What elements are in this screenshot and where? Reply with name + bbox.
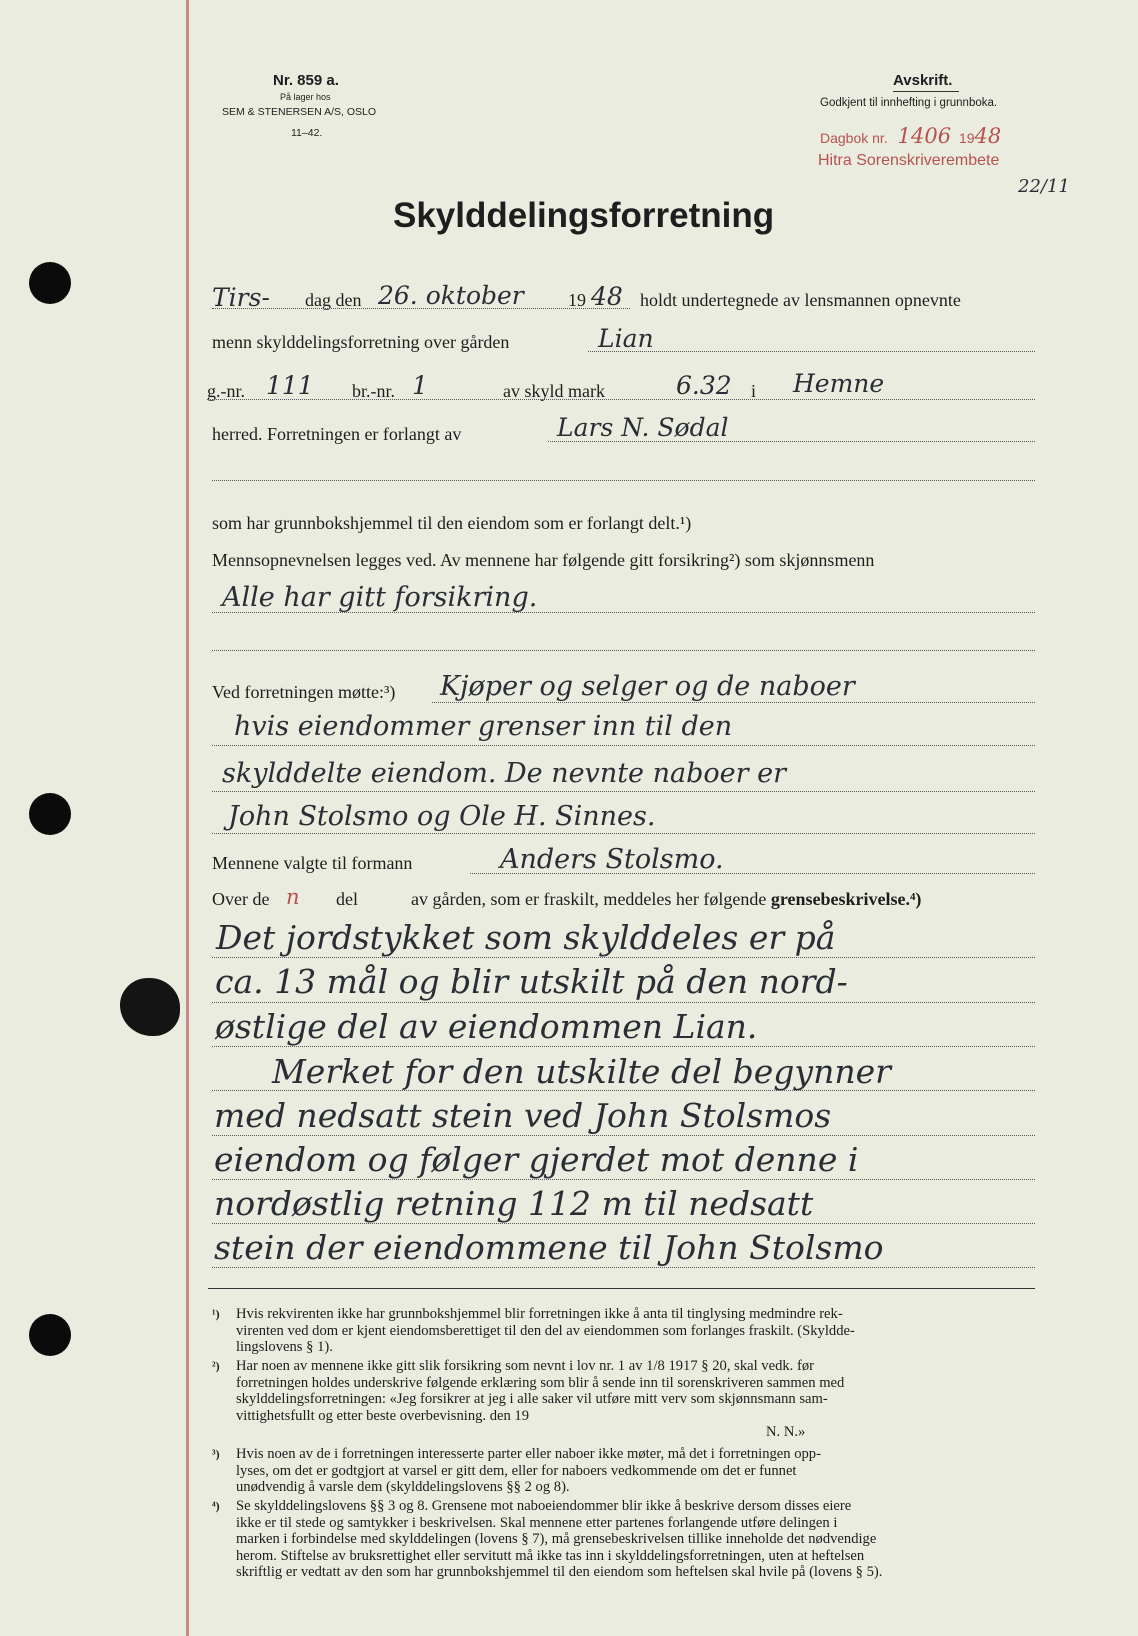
dotline-17 bbox=[212, 1135, 1035, 1136]
footnote-4-line: Se skylddelingslovens §§ 3 og 8. Grensene mot naboeiendommer blir ikke å beskrive dersom disses eiere bbox=[236, 1498, 852, 1514]
footnote-2 bbox=[212, 1358, 845, 1441]
dotline-8 bbox=[432, 702, 1035, 703]
footnote-1-number: ¹) bbox=[212, 1307, 220, 1321]
gnr-value: 111 bbox=[266, 371, 314, 400]
footnote-2-line: skylddelingsforretningen: «Jeg forsikrer at jeg i alle saker vil utføre mitt verv som skjønnsmann sam- bbox=[236, 1391, 828, 1408]
stamp-date: 22/11 bbox=[1018, 176, 1070, 197]
footnote-1-line: lingslovens § 1). bbox=[236, 1339, 333, 1356]
footnote-3-line: lyses, om det er godtgjort at varsel er gitt dem, eller for naboers vedkommende om det er funnet bbox=[236, 1462, 797, 1479]
printer-date: 11–42. bbox=[291, 127, 323, 139]
footnote-2-line: vittighetsfullt og etter beste overbevisning. den 19 bbox=[236, 1407, 530, 1424]
dotline-15 bbox=[212, 1046, 1035, 1047]
date-value: 26. oktober bbox=[378, 281, 524, 310]
description-line-1: Det jordstykket som skylddeles er på bbox=[216, 918, 836, 957]
dotline-20 bbox=[212, 1267, 1035, 1268]
punch-hole-lower bbox=[29, 1314, 71, 1356]
punch-hole-top bbox=[29, 262, 71, 304]
footnote-4-line: skriftlig er vedtatt av den som har grunnbokshjemmel til den eiendom som heftelsen skal hvile på (lovens § 5). bbox=[236, 1564, 883, 1581]
description-line-7: nordøstlig retning 112 m til nedsatt bbox=[214, 1184, 814, 1223]
motte-label: Ved forretningen møtte:³) bbox=[212, 682, 396, 702]
formann-value: Anders Stolsmo. bbox=[500, 844, 724, 875]
dotline-5 bbox=[212, 480, 1035, 481]
printer-line-2: SEM & STENERSEN A/S, OSLO bbox=[222, 106, 377, 118]
description-line-2: ca. 13 mål og blir utskilt på den nord- bbox=[215, 962, 848, 1001]
motte-line-2: hvis eiendommer grenser inn til den bbox=[234, 711, 733, 742]
dotline-7 bbox=[212, 650, 1035, 651]
stamp-dagbok-value: 1406 bbox=[897, 124, 952, 148]
grense-text bbox=[411, 889, 921, 910]
stamp-dagbok bbox=[820, 124, 1001, 148]
motte-line-3: skylddelte eiendom. De nevnte naboer er bbox=[222, 758, 786, 789]
skyld-value: 6.32 bbox=[676, 371, 732, 400]
footnote-1-line: virenten ved dom er kjent eiendomsberettiget til den del av eiendommen som forlanges fraskilt. (Skyldde- bbox=[236, 1322, 855, 1339]
grense-text-plain: av gården, som er fraskilt, meddeles her følgende bbox=[411, 889, 767, 909]
punch-hole-middle bbox=[29, 793, 71, 835]
year-value: 48 bbox=[591, 282, 623, 311]
dotline-16 bbox=[212, 1090, 1035, 1091]
dotline-11 bbox=[212, 833, 1035, 834]
oppnevnelse-text: Mennsopnevnelsen legges ved. Av mennene har følgende gitt forsikring²) som skjønnsmenn bbox=[212, 550, 875, 570]
printer-line-1: På lager hos bbox=[280, 92, 331, 102]
dotline-12 bbox=[470, 873, 1035, 874]
footnote-4-line: ikke er til stede og samtykker i beskrivelsen. Skal mennene etter partenes forlangende utføre delingen i bbox=[236, 1514, 838, 1531]
footnote-4-line: herom. Stiftelse av bruksrettighet eller servitutt må ikke tas inn i skylddelingsforretningen, uten at heftelsen bbox=[236, 1547, 865, 1564]
footnote-3-line: Hvis noen av de i forretningen interesserte parter eller naboer ikke møter, må det i forretningen opp- bbox=[236, 1446, 821, 1462]
dotline-3 bbox=[207, 399, 1035, 400]
page-title: Skylddelingsforretning bbox=[393, 196, 775, 235]
municipality-value: Hemne bbox=[793, 369, 885, 398]
footnote-2-number: ²) bbox=[212, 1359, 220, 1373]
day-label: dag den bbox=[305, 290, 362, 310]
footnote-3 bbox=[212, 1446, 821, 1496]
formann-label: Mennene valgte til formann bbox=[212, 853, 413, 873]
form-number: Nr. 859 a. bbox=[273, 72, 339, 89]
over-hand: n bbox=[286, 885, 300, 909]
del-label: del bbox=[336, 889, 358, 909]
copy-label-underline bbox=[893, 91, 959, 92]
footnote-2-line: Har noen av mennene ikke gitt slik forsikring som nevnt i lov nr. 1 av 1/8 1917 § 20, skal vedk. før bbox=[236, 1358, 814, 1374]
dotline-9 bbox=[212, 745, 1035, 746]
footnote-4-number: ⁴) bbox=[212, 1499, 220, 1513]
stamp-year-prefix: 19 bbox=[958, 130, 975, 146]
footnote-3-line: unødvendig å varsle dem (skylddelingslovens §§ 2 og 8). bbox=[236, 1479, 570, 1496]
margin-line bbox=[186, 0, 189, 1636]
approval-text: Godkjent til innhefting i grunnboka. bbox=[820, 97, 998, 109]
year-prefix: 19 bbox=[568, 290, 586, 310]
description-line-3: østlige del av eiendommen Lian. bbox=[215, 1007, 758, 1046]
stamp-dagbok-label: Dagbok nr. bbox=[820, 130, 888, 146]
dotline-10 bbox=[212, 791, 1035, 792]
dotline-19 bbox=[212, 1223, 1035, 1224]
herred-label: herred. Forretningen er forlangt av bbox=[212, 424, 462, 444]
description-line-4: Merket for den utskilte del begynner bbox=[272, 1052, 891, 1091]
farm-label: menn skylddelingsforretning over gården bbox=[212, 332, 510, 352]
dotline-2 bbox=[588, 351, 1035, 352]
brnr-value: 1 bbox=[412, 371, 428, 400]
line1-rest: holdt undertegnede av lensmannen opnevnte bbox=[640, 290, 961, 310]
ink-blot bbox=[120, 978, 180, 1036]
dotline-13 bbox=[212, 957, 1035, 958]
brnr-label: br.-nr. bbox=[352, 381, 395, 401]
dotline-1 bbox=[212, 308, 630, 309]
requester-value: Lars N. Sødal bbox=[557, 413, 729, 442]
stamp-office: Hitra Sorenskriverembete bbox=[818, 152, 1000, 169]
footnote-4-line: marken i forbindelse med skylddelingen (lovens § 7), må grensebeskrivelsen tillike inneholde det nødvendige bbox=[236, 1531, 877, 1548]
footnote-2-line: forretningen holdes underskrive følgende erklæring som blir å sende inn til sorenskriveren sammen med bbox=[236, 1374, 845, 1391]
dotline-6 bbox=[212, 612, 1035, 613]
copy-label: Avskrift. bbox=[893, 72, 953, 89]
footnote-2-signature: N. N.» bbox=[766, 1424, 806, 1441]
hjemmel-text: som har grunnbokshjemmel til den eiendom som er forlangt delt.¹) bbox=[212, 513, 692, 533]
dotline-14 bbox=[212, 1002, 1035, 1003]
description-line-8: stein der eiendommene til John Stolsmo bbox=[214, 1228, 884, 1267]
skyld-label: av skyld mark bbox=[503, 381, 605, 401]
footnote-3-number: ³) bbox=[212, 1447, 220, 1461]
footnote-1-line: Hvis rekvirenten ikke har grunnbokshjemmel blir forretningen ikke å anta til tinglysing medmindre rek- bbox=[236, 1306, 843, 1322]
i-label: i bbox=[751, 381, 757, 401]
forsikring-value: Alle har gitt forsikring. bbox=[222, 582, 538, 613]
footnote-separator bbox=[208, 1288, 1035, 1289]
farm-value: Lian bbox=[598, 324, 654, 353]
description-line-6: eiendom og følger gjerdet mot denne i bbox=[214, 1140, 859, 1179]
gnr-label: g.-nr. bbox=[207, 381, 245, 401]
grense-text-bold: grensebeskrivelse.⁴) bbox=[770, 889, 922, 909]
description-line-5: med nedsatt stein ved John Stolsmos bbox=[214, 1096, 832, 1135]
footnote-4 bbox=[212, 1498, 883, 1581]
day-value: Tirs- bbox=[212, 283, 270, 312]
motte-line-4: John Stolsmo og Ole H. Sinnes. bbox=[228, 801, 656, 832]
dotline-4 bbox=[548, 441, 1035, 442]
motte-line-1: Kjøper og selger og de naboer bbox=[440, 671, 855, 702]
stamp-year-value: 48 bbox=[974, 124, 1002, 148]
footnote-1 bbox=[212, 1306, 855, 1356]
dotline-18 bbox=[212, 1179, 1035, 1180]
over-label: Over de bbox=[212, 889, 270, 909]
